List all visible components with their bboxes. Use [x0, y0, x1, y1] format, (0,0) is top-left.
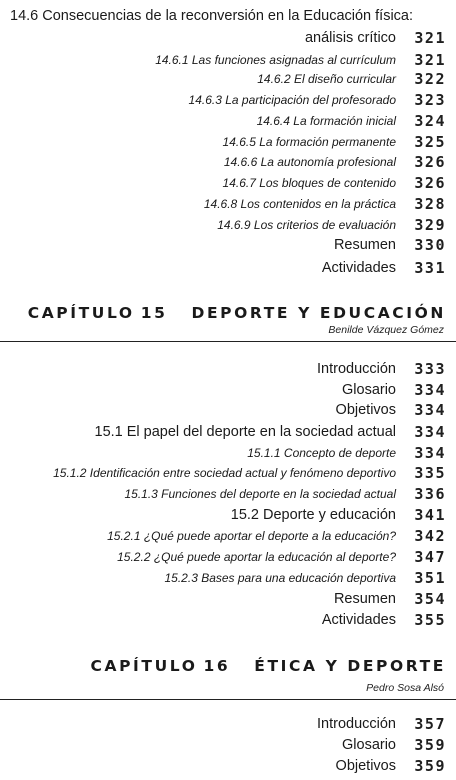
subsection-label: 14.6.7 Los bloques de contenido: [222, 176, 396, 190]
page-number: 331: [414, 259, 446, 277]
subsection-label: 14.6.9 Los criterios de evaluación: [217, 218, 396, 232]
chapter-author: Benilde Vázquez Gómez: [328, 324, 444, 336]
page-number: 342: [414, 527, 446, 545]
page-number: 323: [414, 91, 446, 109]
page-number: 334: [414, 423, 446, 441]
toc-entry: [0, 28, 456, 48]
chapter-label: CAPÍTULO: [90, 657, 198, 675]
chapter-author-row: [0, 680, 456, 696]
chapter-number: 16: [203, 657, 231, 675]
toc-entry: [0, 610, 456, 630]
toc-entry: [0, 152, 456, 172]
page-number: 359: [414, 736, 446, 754]
page-number: 334: [414, 444, 446, 462]
page-number: 321: [414, 29, 446, 47]
page-number: 324: [414, 112, 446, 130]
page-number: 335: [414, 464, 446, 482]
divider: [0, 341, 456, 342]
subsection-label: 14.6.2 El diseño curricular: [257, 72, 396, 86]
section-title-continued: análisis crítico: [304, 30, 396, 46]
chapter-name: ÉTICA Y DEPORTE: [254, 657, 446, 675]
toc-entry: [0, 589, 456, 609]
page-number: 330: [414, 236, 446, 254]
actividades-label: Actividades: [321, 612, 396, 628]
toc-entry: [0, 735, 456, 755]
toc-entry: [0, 422, 456, 442]
page-number: 329: [414, 216, 446, 234]
subsection-label: 14.6.1 Las funciones asignadas al currículum: [155, 53, 396, 67]
page-number: 336: [414, 485, 446, 503]
subsection-label: 14.6.5 La formación permanente: [222, 135, 396, 149]
toc-entry: [0, 258, 456, 278]
toc-entry: [0, 6, 456, 26]
subsection-label: 15.1.1 Concepto de deporte: [247, 446, 396, 460]
toc-entry: [0, 568, 456, 588]
entry-label: Introducción: [317, 361, 396, 377]
resumen-label: Resumen: [333, 237, 396, 253]
toc-entry: [0, 400, 456, 420]
toc-entry: [0, 90, 456, 110]
subsection-label: 14.6.4 La formación inicial: [256, 114, 396, 128]
page-number: 355: [414, 611, 446, 629]
toc-entry: [0, 380, 456, 400]
chapter-number: 15: [140, 304, 168, 322]
page-number: 354: [414, 590, 446, 608]
toc-entry: [0, 505, 456, 525]
toc-entry: [0, 526, 456, 546]
chapter-author-row: [0, 322, 456, 338]
page-number: 326: [414, 174, 446, 192]
toc-entry: [0, 756, 456, 776]
chapter-heading: [0, 654, 456, 678]
chapter-author: Pedro Sosa Alsó: [366, 682, 444, 694]
toc-entry: [0, 215, 456, 235]
page-number: 334: [414, 381, 446, 399]
subsection-label: 15.2.1 ¿Qué puede aportar el deporte a la educación?: [107, 529, 396, 543]
section-label: 15.1 El papel del deporte en la sociedad actual: [94, 424, 396, 440]
page-number: 334: [414, 401, 446, 419]
toc-entry: [0, 173, 456, 193]
page-number: 328: [414, 195, 446, 213]
divider: [0, 699, 456, 700]
toc-entry: [0, 50, 456, 70]
toc-entry: [0, 69, 456, 89]
subsection-label: 15.2.3 Bases para una educación deportiva: [164, 571, 396, 585]
page-number: 322: [414, 70, 446, 88]
entry-label: Objetivos: [335, 758, 396, 774]
subsection-label: 14.6.6 La autonomía profesional: [223, 155, 396, 169]
subsection-label: 15.1.3 Funciones del deporte en la sociedad actual: [124, 487, 396, 501]
section-label: 15.2 Deporte y educación: [230, 507, 396, 523]
chapter-name: DEPORTE Y EDUCACIÓN: [191, 304, 446, 322]
page-number: 357: [414, 715, 446, 733]
subsection-label: 15.2.2 ¿Qué puede aportar la educación al deporte?: [117, 550, 396, 564]
section-title: 14.6 Consecuencias de la reconversión en la Educación física:: [10, 8, 414, 24]
toc-entry: [0, 235, 456, 255]
chapter-title: [28, 304, 446, 322]
page-number: 325: [414, 133, 446, 151]
subsection-label: 15.1.2 Identificación entre sociedad actual y fenómeno deportivo: [53, 466, 396, 480]
page-number: 351: [414, 569, 446, 587]
toc-entry: [0, 484, 456, 504]
entry-label: Glosario: [342, 382, 396, 398]
chapter-title: [91, 657, 446, 675]
toc-entry: [0, 714, 456, 734]
toc-entry: [0, 443, 456, 463]
resumen-label: Resumen: [333, 591, 396, 607]
toc-entry: [0, 463, 456, 483]
toc-entry: [0, 132, 456, 152]
toc-entry: [0, 359, 456, 379]
entry-label: Glosario: [342, 737, 396, 753]
chapter-label: CAPÍTULO: [27, 304, 135, 322]
toc-entry: [0, 111, 456, 131]
subsection-label: 14.6.8 Los contenidos en la práctica: [203, 197, 396, 211]
toc-entry: [0, 194, 456, 214]
entry-label: Objetivos: [335, 402, 396, 418]
actividades-label: Actividades: [321, 260, 396, 276]
entry-label: Introducción: [317, 716, 396, 732]
page-number: 333: [414, 360, 446, 378]
toc-entry: [0, 547, 456, 567]
page-number: 326: [414, 153, 446, 171]
page-number: 347: [414, 548, 446, 566]
page-number: 321: [414, 51, 446, 69]
page-number: 341: [414, 506, 446, 524]
subsection-label: 14.6.3 La participación del profesorado: [188, 93, 396, 107]
page-number: 359: [414, 757, 446, 775]
